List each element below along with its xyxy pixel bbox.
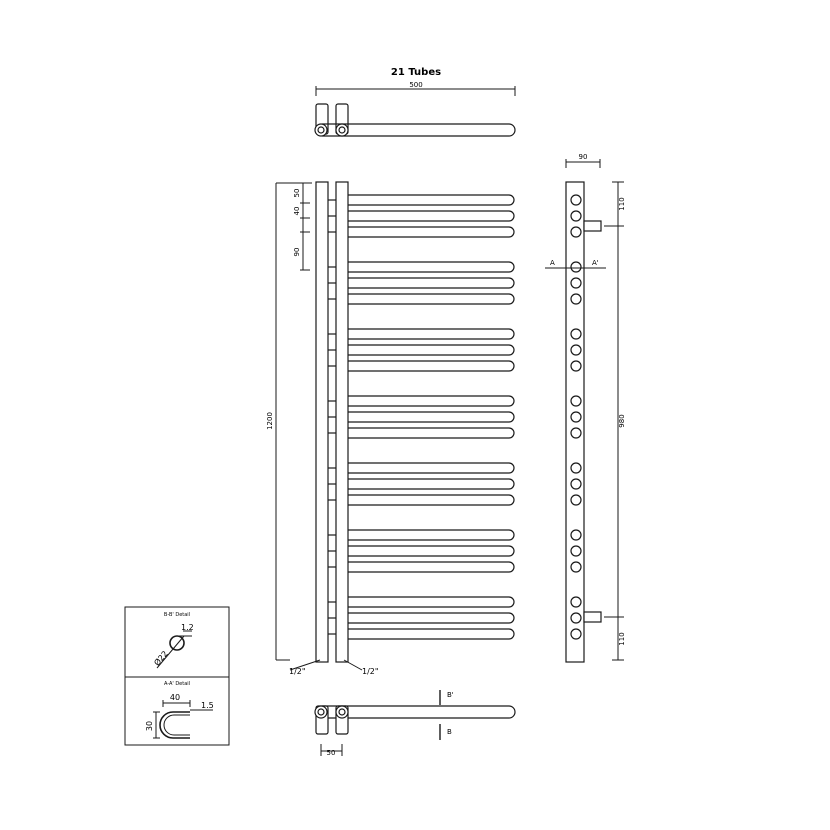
side-tube-section [571,546,581,556]
centers-label: 980 [618,414,626,428]
front-tube [348,613,514,623]
front-tube [348,428,514,438]
side-tube-section [571,428,581,438]
detail-aa-height-label: 30 [145,720,154,732]
front-tube [348,262,514,272]
side-tube-section [571,227,581,237]
spacing-label-90: 90 [293,247,301,257]
side-tube-section [571,361,581,371]
front-tube [348,329,514,339]
pipe-label-right: 1/2" [362,667,379,676]
top-offset-label: 110 [618,197,626,211]
front-tube [348,495,514,505]
side-tube-section [571,262,581,272]
front-tube [348,562,514,572]
side-tube-section [571,345,581,355]
bottom-spacing-label: 50 [326,749,336,757]
side-inlet-top [584,221,601,231]
detail-box [125,607,229,745]
front-tube [348,361,514,371]
front-tube [348,211,514,221]
width-dimension-label: 500 [409,81,423,89]
side-tube-section [571,463,581,473]
bottom-offset-label: 110 [618,632,626,646]
detail-aa-wall-label: 1.5 [201,701,214,710]
side-view [545,153,626,662]
top-view [315,67,515,136]
detail-bb-title: B-B' Detail [163,612,191,618]
front-tube [348,629,514,639]
front-tube [348,463,514,473]
side-tube-section [571,479,581,489]
top-view-tube [322,124,515,136]
front-tube [348,412,514,422]
side-tube-section [571,294,581,304]
side-tube-section [571,329,581,339]
side-tube-section [571,597,581,607]
bottom-view-tube [322,706,515,718]
depth-label: 90 [578,153,588,161]
detail-bb-wall-label: 1.2 [181,623,194,632]
side-tube-section [571,211,581,221]
front-tube [348,227,514,237]
section-a-prime-label: A' [592,259,599,267]
front-tube [348,546,514,556]
front-tube [348,479,514,489]
bottom-view [315,690,515,757]
front-tube [348,294,514,304]
front-tube [348,345,514,355]
side-tube-section [571,195,581,205]
pipe-label-left: 1/2" [289,667,306,676]
height-dimension-label: 1200 [266,412,274,430]
detail-bb-diameter-label: Ø22 [152,649,170,668]
side-tube-section [571,629,581,639]
front-tube [348,597,514,607]
front-tubes [328,195,514,639]
spacing-label-40: 40 [293,206,301,216]
section-a-label: A [550,259,555,267]
front-tube [348,195,514,205]
front-collector-right [336,182,348,662]
detail-aa-width-label: 40 [169,693,181,702]
spacing-label-50: 50 [293,188,301,198]
side-tube-section [571,530,581,540]
front-tube [348,396,514,406]
section-b-label: B [447,728,452,736]
side-tube-section [571,495,581,505]
drawing-title: 21 Tubes [390,67,442,78]
side-tube-section [571,396,581,406]
front-tube [348,530,514,540]
side-tube-section [571,412,581,422]
side-tube-section [571,562,581,572]
front-view [266,182,514,676]
side-tube-section [571,613,581,623]
side-inlet-bottom [584,612,601,622]
front-tube [348,278,514,288]
detail-aa-title: A-A' Detail [163,681,191,687]
section-b-prime-label: B' [447,691,454,699]
front-collector-left [316,182,328,662]
side-tube-section [571,278,581,288]
